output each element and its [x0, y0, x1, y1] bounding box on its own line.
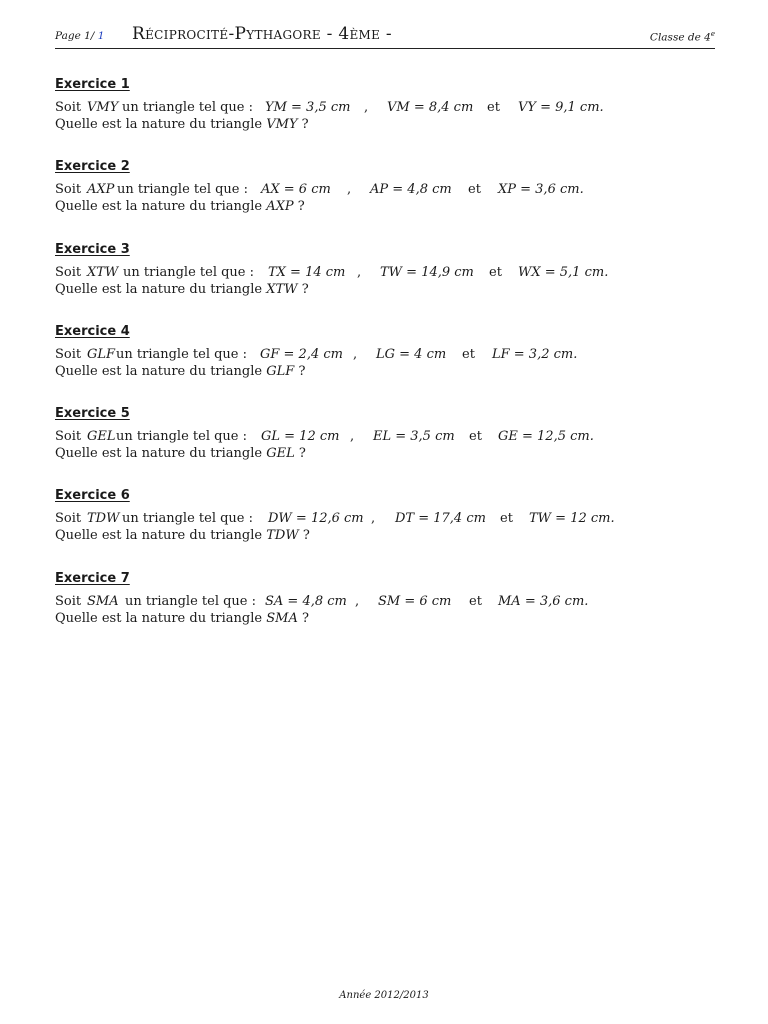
exercise-question	[55, 363, 715, 380]
exercise-title: Exercice 6	[55, 488, 130, 503]
side-length-1: GL = 12 cm	[261, 429, 340, 444]
exercise-statement	[55, 510, 715, 527]
side-length-1: AX = 6 cm	[261, 182, 331, 197]
exercise-statement	[55, 181, 715, 198]
title-part: éciprocité	[145, 24, 229, 44]
side-length-1: SA = 4,8 cm	[265, 594, 347, 609]
statement-soit: Soit	[55, 265, 82, 280]
separator-comma: ,	[364, 100, 369, 115]
side-length-3: TW = 12 cm.	[529, 511, 615, 526]
page-number-link[interactable]: 1	[97, 30, 105, 42]
exercise-title: Exercice 4	[55, 324, 130, 339]
side-length-1: YM = 3,5 cm	[265, 100, 351, 115]
exercise-title: Exercice 1	[55, 77, 130, 92]
exercise-question	[55, 610, 715, 627]
question-text: Quelle est la nature du triangle	[55, 611, 263, 626]
conjunction-et: et	[487, 100, 500, 115]
exercise-question	[55, 116, 715, 133]
class-label	[650, 30, 715, 44]
title-part: - 4	[320, 24, 350, 44]
exercise-block	[55, 241, 715, 298]
statement-intro: un triangle tel que :	[116, 347, 248, 362]
question-mark: ?	[301, 282, 309, 297]
separator-comma: ,	[350, 429, 355, 444]
question-text: Quelle est la nature du triangle	[55, 117, 263, 132]
footer-year: Année 2012/2013	[339, 990, 429, 1001]
document-title	[132, 24, 392, 44]
question-mark: ?	[298, 364, 306, 379]
conjunction-et: et	[489, 265, 502, 280]
side-length-3: MA = 3,6 cm.	[498, 594, 589, 609]
exercise-title: Exercice 7	[55, 571, 130, 586]
conjunction-et: et	[469, 594, 482, 609]
question-triangle-name: SMA	[266, 611, 298, 626]
question-triangle-name: AXP	[266, 199, 294, 214]
question-mark: ?	[302, 611, 309, 626]
side-length-2: AP = 4,8 cm	[370, 182, 452, 197]
question-triangle-name: GLF	[266, 364, 295, 379]
title-part: -	[380, 24, 392, 44]
separator-comma: ,	[355, 594, 360, 609]
exercise-statement	[55, 428, 715, 445]
side-length-3: GE = 12,5 cm.	[498, 429, 594, 444]
exercise-question	[55, 198, 715, 215]
exercise-block	[55, 487, 715, 544]
exercise-block	[55, 570, 715, 627]
question-mark: ?	[297, 199, 305, 214]
triangle-name: XTW	[87, 265, 119, 280]
question-mark: ?	[301, 117, 309, 132]
triangle-name: GEL	[87, 429, 116, 444]
side-length-3: LF = 3,2 cm.	[492, 347, 578, 362]
side-length-3: XP = 3,6 cm.	[498, 182, 584, 197]
triangle-name: AXP	[87, 182, 115, 197]
statement-intro: un triangle tel que :	[117, 182, 249, 197]
exercise-statement	[55, 264, 715, 281]
exercise-statement	[55, 346, 715, 363]
statement-soit: Soit	[55, 429, 82, 444]
statement-soit: Soit	[55, 347, 82, 362]
side-length-3: VY = 9,1 cm.	[518, 100, 604, 115]
statement-intro: un triangle tel que :	[122, 100, 254, 115]
conjunction-et: et	[500, 511, 513, 526]
question-triangle-name: VMY	[266, 117, 298, 132]
question-triangle-name: XTW	[266, 282, 298, 297]
question-text: Quelle est la nature du triangle	[55, 446, 263, 461]
conjunction-et: et	[468, 182, 481, 197]
statement-intro: un triangle tel que :	[116, 429, 248, 444]
exercise-title: Exercice 5	[55, 406, 130, 421]
class-superscript: e	[710, 30, 715, 38]
exercise-statement	[55, 99, 715, 116]
side-length-3: WX = 5,1 cm.	[518, 265, 609, 280]
separator-comma: ,	[357, 265, 362, 280]
triangle-name: TDW	[87, 511, 120, 526]
page-indicator	[55, 30, 104, 42]
page-header	[55, 24, 715, 49]
separator-comma: ,	[371, 511, 376, 526]
statement-soit: Soit	[55, 182, 82, 197]
question-mark: ?	[302, 528, 310, 543]
conjunction-et: et	[462, 347, 475, 362]
exercise-statement	[55, 593, 715, 610]
exercise-block	[55, 158, 715, 215]
exercise-question	[55, 281, 715, 298]
class-text: Classe de 4	[649, 31, 711, 44]
statement-soit: Soit	[55, 511, 82, 526]
side-length-2: LG = 4 cm	[376, 347, 447, 362]
exercise-question	[55, 445, 715, 462]
side-length-2: DT = 17,4 cm	[395, 511, 486, 526]
exercise-block	[55, 405, 715, 462]
triangle-name: VMY	[87, 100, 119, 115]
statement-intro: un triangle tel que :	[125, 594, 257, 609]
statement-intro: un triangle tel que :	[123, 265, 255, 280]
separator-comma: ,	[347, 182, 352, 197]
question-triangle-name: TDW	[266, 528, 299, 543]
statement-intro: un triangle tel que :	[122, 511, 254, 526]
statement-soit: Soit	[55, 594, 82, 609]
triangle-name: GLF	[87, 347, 116, 362]
title-part: -	[228, 24, 235, 44]
question-triangle-name: GEL	[266, 446, 295, 461]
exercise-block	[55, 323, 715, 380]
side-length-1: DW = 12,6 cm	[268, 511, 364, 526]
title-part: R	[132, 24, 146, 44]
side-length-1: GF = 2,4 cm	[260, 347, 343, 362]
side-length-2: EL = 3,5 cm	[373, 429, 455, 444]
question-text: Quelle est la nature du triangle	[55, 364, 263, 379]
question-text: Quelle est la nature du triangle	[55, 282, 263, 297]
triangle-name: SMA	[87, 594, 119, 609]
page-label: Page 1/	[55, 30, 95, 42]
exercise-question	[55, 527, 715, 544]
title-part: ythagore	[246, 24, 321, 44]
question-mark: ?	[298, 446, 306, 461]
side-length-2: VM = 8,4 cm	[387, 100, 474, 115]
side-length-2: TW = 14,9 cm	[380, 265, 474, 280]
side-length-2: SM = 6 cm	[378, 594, 452, 609]
question-text: Quelle est la nature du triangle	[55, 199, 263, 214]
conjunction-et: et	[469, 429, 482, 444]
title-part: P	[234, 24, 247, 44]
statement-soit: Soit	[55, 100, 82, 115]
exercise-block	[55, 76, 715, 133]
title-part: ème	[349, 24, 381, 44]
separator-comma: ,	[353, 347, 358, 362]
exercise-title: Exercice 2	[55, 159, 130, 174]
side-length-1: TX = 14 cm	[268, 265, 346, 280]
question-text: Quelle est la nature du triangle	[55, 528, 263, 543]
exercise-title: Exercice 3	[55, 242, 130, 257]
